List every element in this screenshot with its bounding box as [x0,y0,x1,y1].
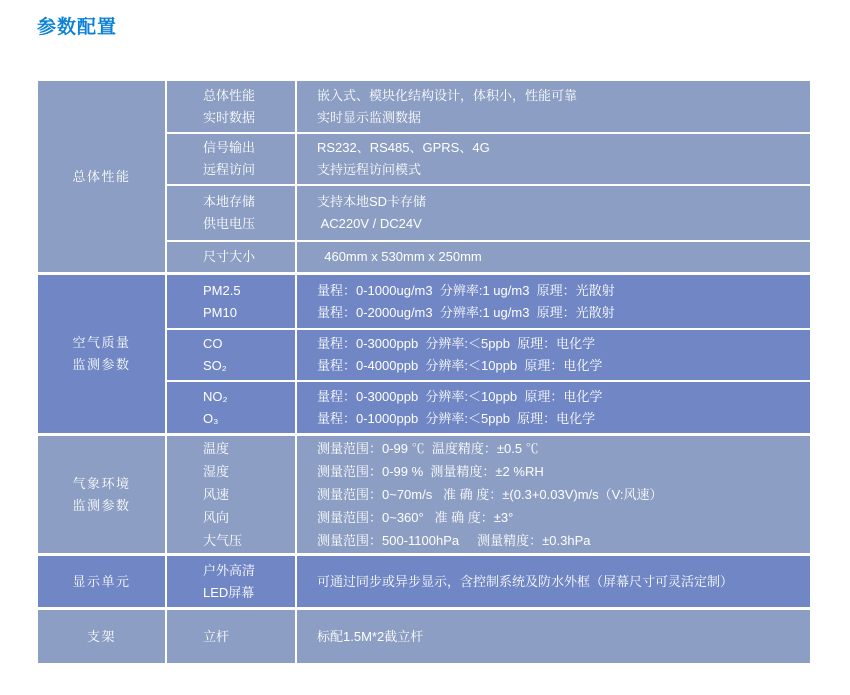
value-cell [297,382,810,433]
value-text: 量程：0-2000ug/m3 分辨率:1 ug/m3 原理：光散射 [317,304,615,320]
param-cell [167,134,295,184]
section-rows [167,556,810,607]
param-cell [167,436,295,553]
value-text: 量程：0-1000ug/m3 分辨率:1 ug/m3 原理：光散射 [317,282,615,298]
value-text: 标配1.5M*2截立杆 [317,628,424,644]
param-label: PM2.5 [203,282,241,298]
value-text: 测量范围：0-99 % 测量精度：±2 %RH [317,464,544,479]
value-text: 量程：0-3000ppb 分辨率:＜5ppb 原理：电化学 [317,336,596,351]
section-rows [167,610,810,663]
spec-row [167,556,810,607]
spec-row [167,81,810,132]
value-cell [297,275,810,328]
param-cell [167,382,295,433]
category-cell [38,610,165,663]
value-text: 测量范围：0-99 ℃ 温度精度：±0.5 ℃ [317,441,539,456]
section-overall-performance [38,81,810,272]
category-label: 总体性能 [72,168,131,184]
section-rows [167,436,810,553]
value-text: 支持远程访问模式 [317,162,422,177]
category-label: 监测参数 [72,497,131,513]
value-cell [297,134,810,184]
category-label: 监测参数 [72,357,131,372]
category-label: 支架 [86,628,116,644]
value-text: AC220V / DC24V [317,216,422,231]
param-label: PM10 [203,304,237,320]
value-text: 测量范围：500-1100hPa 测量精度：±0.3hPa [317,533,591,548]
value-cell [297,436,810,553]
value-cell [297,330,810,380]
param-label: 温度 [203,441,230,456]
spec-row [167,382,810,433]
section-meteorological [38,436,810,553]
spec-row [167,186,810,240]
value-text: 量程：0-3000ppb 分辨率:＜10ppb 原理：电化学 [317,388,603,404]
value-text: 量程：0-4000ppb 分辨率:＜10ppb 原理：电化学 [317,358,603,373]
spec-row [167,134,810,184]
category-label: 显示单元 [72,573,131,589]
spec-row [167,242,810,272]
param-label: CO [203,336,223,351]
value-cell [297,556,810,607]
category-cell [38,436,165,553]
value-cell [297,186,810,240]
spec-row [167,436,810,553]
value-cell [297,242,810,272]
value-text: 量程：0-1000ppb 分辨率:＜5ppb 原理：电化学 [317,410,596,426]
spec-row [167,610,810,663]
param-label: 户外高清 [203,562,256,578]
category-cell [38,275,165,433]
section-rows [167,81,810,272]
page-title: 参数配置 [37,17,118,38]
param-label: O₃ [203,410,219,426]
param-label: 供电电压 [203,216,256,231]
param-cell [167,242,295,272]
value-text: 测量范围：0~360° 准 确 度：±3° [317,510,514,525]
value-text: 支持本地SD卡存储 [317,194,427,209]
category-cell [38,556,165,607]
param-label: 总体性能 [203,87,256,103]
value-text: 测量范围：0~70m/s 准 确 度：±(0.3+0.03V)m/s（V:风速） [317,487,663,502]
param-label: 实时数据 [203,109,256,125]
section-bracket [38,610,810,663]
value-text: 实时显示监测数据 [317,109,422,125]
value-text: 嵌入式、模块化结构设计，体积小，性能可靠 [317,87,578,103]
param-label: 大气压 [203,533,243,548]
value-text: RS232、RS485、GPRS、4G [317,140,490,155]
value-cell [297,610,810,663]
category-label: 空气质量 [72,335,131,350]
param-label: 风速 [203,487,230,502]
param-label: 湿度 [203,464,230,479]
section-display-unit [38,556,810,607]
spec-row [167,330,810,380]
spec-table [38,81,810,663]
value-text: 可通过同步或异步显示，含控制系统及防水外框（屏幕尺寸可灵活定制） [317,573,734,589]
param-cell [167,81,295,132]
param-label: NO₂ [203,388,228,404]
param-label: 信号输出 [203,140,256,155]
param-cell [167,330,295,380]
param-cell [167,275,295,328]
section-rows [167,275,810,433]
param-cell [167,186,295,240]
category-cell [38,81,165,272]
value-cell [297,81,810,132]
param-label: LED屏幕 [203,584,255,600]
category-label: 气象环境 [72,475,131,491]
param-cell [167,610,295,663]
param-label: 立杆 [203,628,230,644]
param-label: 本地存储 [203,194,256,209]
param-cell [167,556,295,607]
section-air-quality [38,275,810,433]
param-label: 尺寸大小 [203,249,256,264]
value-text: 460mm x 530mm x 250mm [317,249,482,264]
param-label: SO₂ [203,358,227,373]
spec-row [167,275,810,328]
param-label: 风向 [203,510,230,525]
param-label: 远程访问 [203,162,256,177]
